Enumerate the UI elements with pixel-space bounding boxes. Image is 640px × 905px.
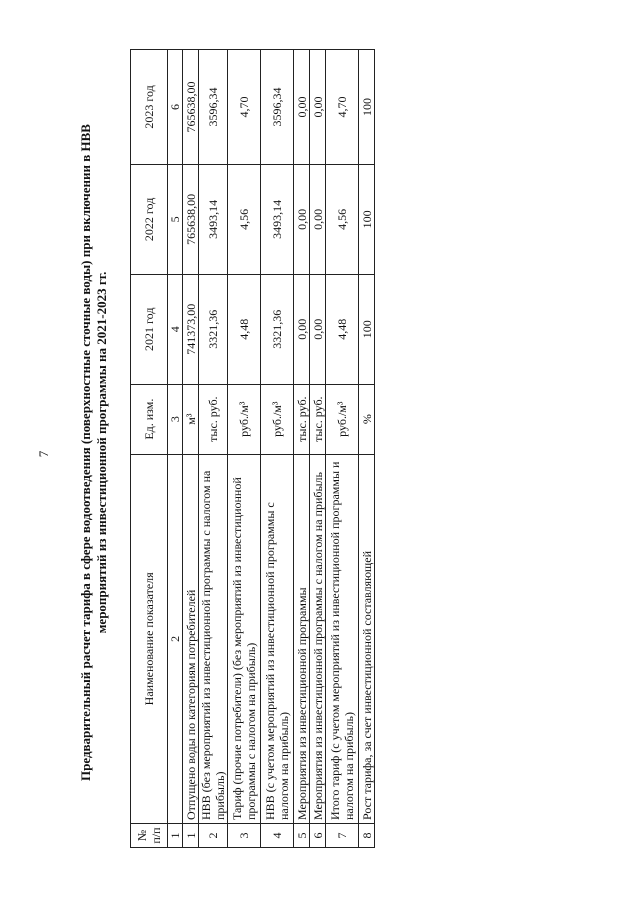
value-2022: 4,56 <box>228 164 261 274</box>
value-2021: 4,48 <box>326 274 359 384</box>
row-number: 8 <box>359 824 375 848</box>
title-line-2: мероприятий из инвестиционной программы на 2021-2023 гг. <box>94 271 109 634</box>
header-unit: Ед. изм. <box>131 384 168 454</box>
tariff-table <box>130 49 375 848</box>
row-unit: тыс. руб. <box>199 384 228 454</box>
value-2022: 4,56 <box>326 164 359 274</box>
column-number-row <box>168 50 183 848</box>
table-row <box>228 50 261 848</box>
col-number-5: 5 <box>168 164 183 274</box>
row-name: Мероприятия из инвестиционной программы с налогом на прибыль <box>310 454 326 823</box>
value-2023: 0,00 <box>310 50 326 165</box>
value-2023: 765638,00 <box>183 50 199 165</box>
value-2021: 3321,36 <box>199 274 228 384</box>
header-2021: 2021 год <box>131 274 168 384</box>
row-name: Мероприятия из инвестиционной программы <box>294 454 310 823</box>
table-row <box>294 50 310 848</box>
header-2022: 2022 год <box>131 164 168 274</box>
value-2023: 4,70 <box>228 50 261 165</box>
value-2023: 3596,34 <box>261 50 294 165</box>
value-2021: 100 <box>359 274 375 384</box>
value-2023: 0,00 <box>294 50 310 165</box>
value-2021: 741373,00 <box>183 274 199 384</box>
table-row <box>199 50 228 848</box>
row-unit: % <box>359 384 375 454</box>
value-2022: 3493,14 <box>261 164 294 274</box>
col-number-2: 2 <box>168 454 183 823</box>
col-number-1: 1 <box>168 824 183 848</box>
value-2022: 0,00 <box>294 164 310 274</box>
row-number: 4 <box>261 824 294 848</box>
row-number: 2 <box>199 824 228 848</box>
table-header-row <box>131 50 168 848</box>
row-name: НВВ (с учетом мероприятий из инвестиционной программы с налогом на прибыль) <box>261 454 294 823</box>
value-2022: 100 <box>359 164 375 274</box>
table-row <box>310 50 326 848</box>
row-unit: м³ <box>183 384 199 454</box>
row-unit: руб./м³ <box>261 384 294 454</box>
document-title <box>78 90 110 815</box>
col-number-4: 4 <box>168 274 183 384</box>
row-name: Итого тариф (с учетом мероприятий из инвестиционной программы и налогом на прибыль) <box>326 454 359 823</box>
row-number: 3 <box>228 824 261 848</box>
header-name: Наименование показателя <box>131 454 168 823</box>
row-number: 6 <box>310 824 326 848</box>
col-number-6: 6 <box>168 50 183 165</box>
value-2021: 4,48 <box>228 274 261 384</box>
row-unit: тыс. руб. <box>310 384 326 454</box>
row-unit: руб./м³ <box>326 384 359 454</box>
value-2021: 0,00 <box>310 274 326 384</box>
row-name: Тариф (прочие потребители) (без мероприятий из инвестиционной программы с налогом на прибыль) <box>228 454 261 823</box>
row-number: 1 <box>183 824 199 848</box>
value-2022: 0,00 <box>310 164 326 274</box>
row-number: 5 <box>294 824 310 848</box>
table-row <box>359 50 375 848</box>
header-number: № п/п <box>131 824 168 848</box>
value-2022: 3493,14 <box>199 164 228 274</box>
value-2022: 765638,00 <box>183 164 199 274</box>
table-row <box>261 50 294 848</box>
header-2023: 2023 год <box>131 50 168 165</box>
table-row <box>183 50 199 848</box>
page-number: 7 <box>36 450 51 458</box>
value-2023: 100 <box>359 50 375 165</box>
row-unit: тыс. руб. <box>294 384 310 454</box>
title-line-1: Предварительный расчет тарифа в сфере водоотведения (поверхностные сточные воды) при включении в НВВ <box>78 124 93 781</box>
row-number: 7 <box>326 824 359 848</box>
value-2021: 3321,36 <box>261 274 294 384</box>
value-2023: 3596,34 <box>199 50 228 165</box>
row-name: Рост тарифа, за счет инвестиционной составляющей <box>359 454 375 823</box>
table-row <box>326 50 359 848</box>
row-unit: руб./м³ <box>228 384 261 454</box>
col-number-3: 3 <box>168 384 183 454</box>
row-name: Отпущено воды по категориям потребителей <box>183 454 199 823</box>
value-2021: 0,00 <box>294 274 310 384</box>
row-name: НВВ (без мероприятий из инвестиционной программы с налогом на прибыль) <box>199 454 228 823</box>
value-2023: 4,70 <box>326 50 359 165</box>
